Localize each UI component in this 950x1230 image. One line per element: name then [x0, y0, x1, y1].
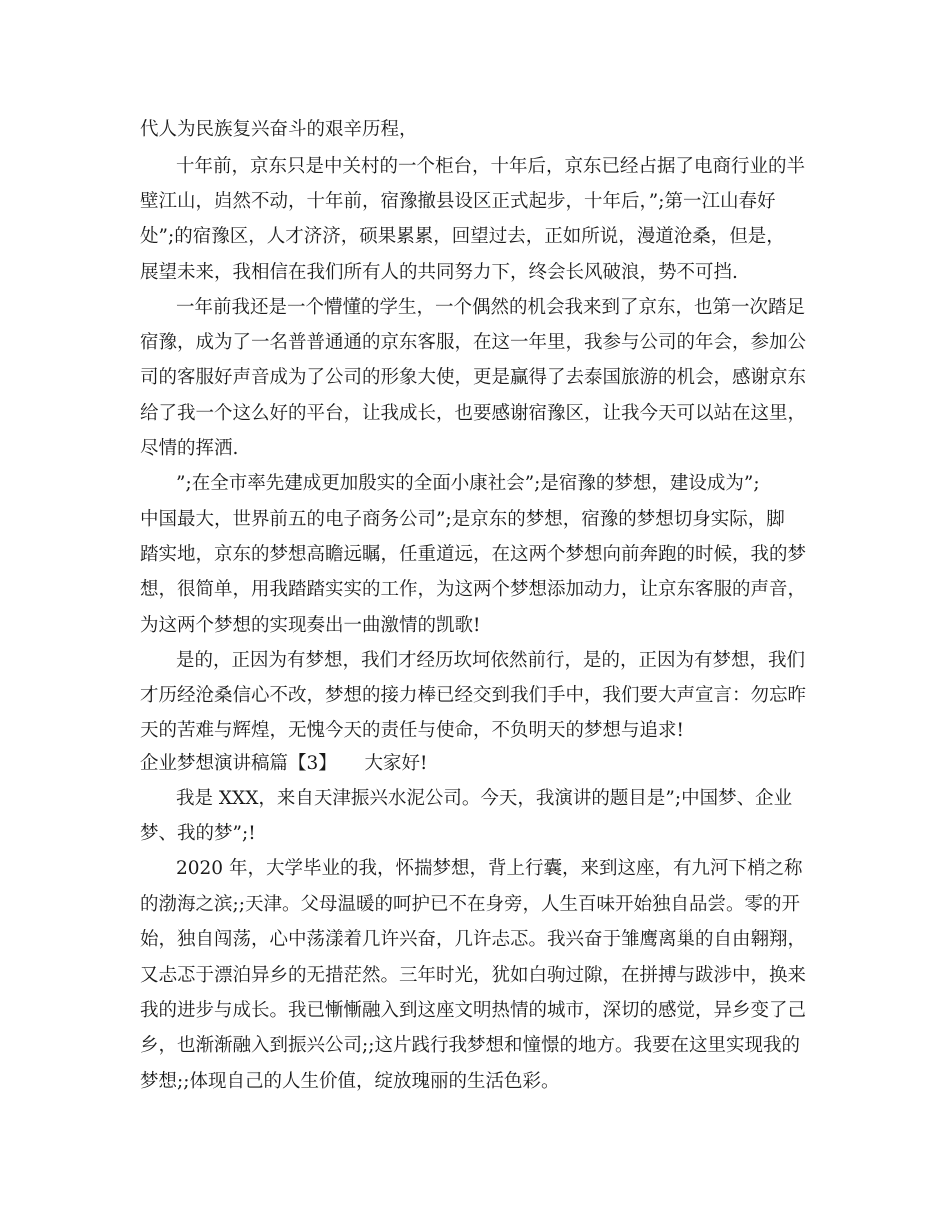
text-line: 展望未来，我相信在我们所有人的共同努力下，终会长风破浪，势不可挡.	[140, 262, 738, 283]
text-line: 中国最大，世界前五的电子商务公司”;是京东的梦想，宿豫的梦想切身实际，脚	[140, 509, 785, 530]
text-line: 梦想;;体现自己的人生价值，绽放瑰丽的生活色彩。	[140, 1071, 560, 1092]
text-line: 踏实地，京东的梦想高瞻远瞩，任重道远，在这两个梦想向前奔跑的时候，我的梦	[140, 544, 807, 565]
text-line: 处”;的宿豫区，人才济济，硕果累累，回望过去，正如所说，漫道沧桑，但是，	[140, 226, 785, 247]
text-line: 想，很简单，用我踏踏实实的工作，为这两个梦想添加动力，让京东客服的声音，	[140, 579, 807, 600]
text-line: 我的进步与成长。我已慚慚融入到这座文明热情的城市，深切的感觉，异乡变了己	[140, 1000, 807, 1021]
text-line: 又忐忑于漂泊异乡的无措茫然。三年时光，犹如白驹过隙，在拼搏与跋涉中，换来	[140, 965, 807, 986]
text-line: 一年前我还是一个懵懂的学生，一个偶然的机会我来到了京东，也第一次踏足	[176, 297, 806, 318]
text-line: 司的客服好声音成为了公司的形象大使，更是赢得了去泰国旅游的机会，感谢京东	[140, 367, 807, 388]
text-line: 的渤海之滨;;天津。父母温暖的呵护已不在身旁，人生百味开始独自品尝。零的开	[140, 894, 800, 915]
text-line: 尽情的挥洒.	[140, 438, 239, 459]
text-line: 十年前，京东只是中关村的一个柜台，十年后，京东已经占据了电商行业的半	[176, 156, 806, 177]
section-heading: 企业梦想演讲稿篇【3】 大家好!	[140, 753, 428, 774]
text-line: 为这两个梦想的实现奏出一曲激情的凯歌!	[140, 615, 481, 636]
text-line: 壁江山，岿然不动，十年前，宿豫撤县设区正式起步，十年后，”;第一江山春好	[140, 191, 776, 212]
text-line: 我是 XXX，来自天津振兴水泥公司。今天，我演讲的题目是”;中国梦、企业	[176, 788, 793, 809]
text-line: 是的，正因为有梦想，我们才经历坎坷依然前行，是的，正因为有梦想，我们	[176, 650, 806, 671]
text-line: 天的苦难与辉煌，无愧今天的责任与使命，不负明天的梦想与追求!	[140, 720, 684, 741]
text-line: 始，独自闯荡，心中荡漾着几许兴奋，几许忐忑。我兴奋于雏鹰离巢的自由翱翔，	[140, 929, 807, 950]
text-line: 宿豫，成为了一名普普通通的京东客服，在这一年里，我参与公司的年会，参加公	[140, 332, 807, 353]
text-line: ”;在全市率先建成更加殷实的全面小康社会”;是宿豫的梦想，建设成为”;	[176, 473, 760, 494]
text-line: 2020 年，大学毕业的我，怀揣梦想，背上行囊，来到这座，有九河下梢之称	[176, 858, 803, 879]
text-line: 代人为民族复兴奋斗的艰辛历程，	[140, 119, 418, 140]
text-line: 梦、我的梦”;!	[140, 823, 256, 844]
text-line: 给了我一个这么好的平台，让我成长，也要感谢宿豫区，让我今天可以站在这里，	[140, 403, 807, 424]
text-line: 才历经沧桑信心不改，梦想的接力棒已经交到我们手中，我们要大声宣言：勿忘昨	[140, 685, 807, 706]
text-line: 乡，也渐渐融入到振兴公司;;这片践行我梦想和憧憬的地方。我要在这里实现我的	[140, 1035, 800, 1056]
